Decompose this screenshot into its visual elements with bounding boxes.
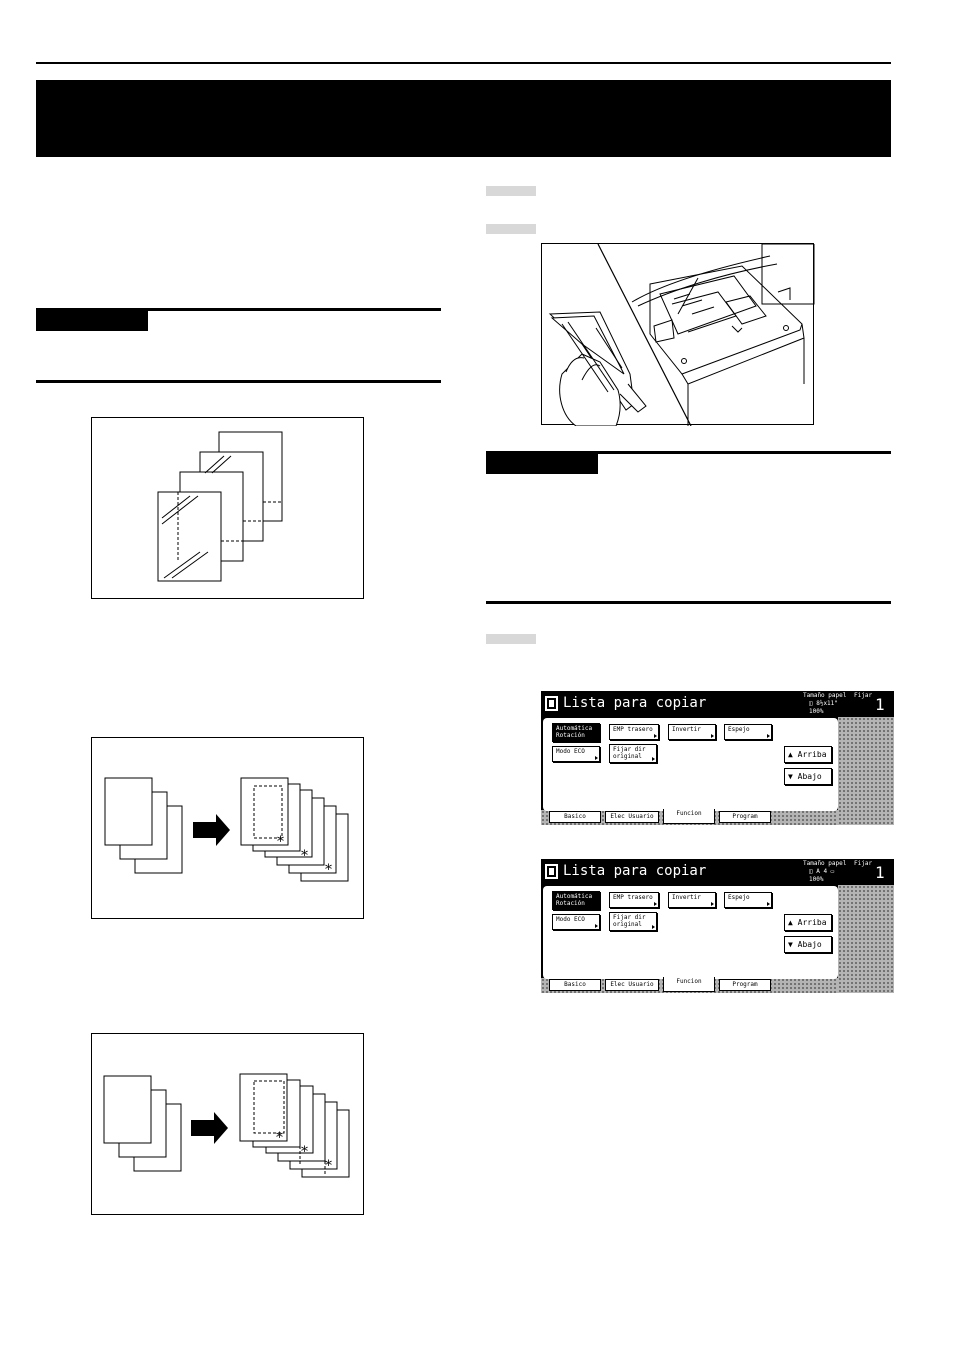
step-marker-1	[486, 186, 536, 196]
rotation-example-2-illustration	[92, 1034, 365, 1216]
back-edge-button[interactable]: EMP trasero	[609, 892, 659, 908]
auto-rotation-button[interactable]: Automática Rotación	[552, 891, 600, 910]
screen-title: Lista para copiar	[563, 863, 707, 879]
section-title-band	[36, 80, 891, 157]
copy-screen-a4	[541, 859, 894, 993]
paper-size-label: Tamaño papel	[803, 860, 847, 867]
eco-mode-button[interactable]: Modo ECO	[552, 746, 600, 762]
back-edge-button[interactable]: EMP trasero	[609, 724, 659, 740]
screen-header	[541, 859, 894, 885]
fix-orientation-button[interactable]: Fijar dir original	[609, 912, 657, 931]
figure-stacked-originals	[91, 417, 364, 599]
document-icon	[545, 696, 558, 711]
dotted-sidebar	[838, 717, 894, 825]
zoom-value: 100%	[809, 708, 824, 715]
copy-count: 1	[875, 863, 885, 882]
invert-button[interactable]: Invertir	[668, 892, 716, 908]
scroll-up-button[interactable]: ▲ Arriba	[784, 746, 832, 763]
fijar-label: Fijar	[854, 860, 873, 867]
screen-header	[541, 691, 894, 717]
stacked-originals-illustration	[92, 418, 365, 600]
auto-rotation-button[interactable]: Automática Rotación	[552, 723, 600, 742]
note-bottom-rule-right	[486, 601, 891, 604]
document-icon	[545, 864, 558, 879]
figure-rotation-example-1	[91, 737, 364, 919]
svg-text:*: *	[325, 862, 332, 878]
tab-funcion[interactable]: Funcion	[663, 977, 715, 992]
tab-funcion[interactable]: Funcion	[663, 809, 715, 824]
arrow-icon	[767, 734, 770, 738]
mirror-button[interactable]: Espejo	[724, 724, 772, 740]
arrow-icon	[767, 902, 770, 906]
arrow-icon	[711, 734, 714, 738]
arrow-icon	[652, 757, 655, 761]
figure-loading-originals	[541, 243, 814, 425]
step-marker-2	[486, 224, 536, 234]
copy-count: 1	[875, 695, 885, 714]
tab-program[interactable]: Program	[719, 811, 771, 823]
arrow-right-icon	[193, 814, 230, 846]
svg-text:*: *	[301, 848, 308, 864]
fijar-label: Fijar	[854, 692, 873, 699]
svg-text:*: *	[301, 1144, 308, 1160]
note-bottom-rule-left	[36, 380, 441, 383]
tab-basico[interactable]: Basico	[549, 811, 601, 823]
fix-orientation-button[interactable]: Fijar dir original	[609, 744, 657, 763]
mirror-button[interactable]: Espejo	[724, 892, 772, 908]
dotted-sidebar	[838, 885, 894, 993]
note-label-right	[486, 454, 598, 474]
arrow-icon	[652, 925, 655, 929]
screen-title: Lista para copiar	[563, 695, 707, 711]
rotation-example-1-illustration	[92, 738, 365, 920]
arrow-icon	[654, 902, 657, 906]
eco-mode-button[interactable]: Modo ECO	[552, 914, 600, 930]
scroll-down-button[interactable]: ▼ Abajo	[784, 768, 832, 785]
arrow-icon	[595, 756, 598, 760]
svg-text:*: *	[325, 1158, 332, 1174]
tab-basico[interactable]: Basico	[549, 979, 601, 991]
loading-originals-illustration	[542, 244, 815, 426]
copy-screen-letter	[541, 691, 894, 825]
paper-size-label: Tamaño papel	[803, 692, 847, 699]
paper-size-value: ◫ 8½x11"	[809, 700, 838, 707]
svg-text:*: *	[276, 1130, 283, 1146]
tab-program[interactable]: Program	[719, 979, 771, 991]
zoom-value: 100%	[809, 876, 824, 883]
arrow-right-icon	[191, 1112, 228, 1144]
tab-elec-usuario[interactable]: Elec Usuario	[605, 811, 659, 823]
scroll-down-button[interactable]: ▼ Abajo	[784, 936, 832, 953]
figure-rotation-example-2	[91, 1033, 364, 1215]
tab-elec-usuario[interactable]: Elec Usuario	[605, 979, 659, 991]
paper-size-value: ◫ A 4 ▭	[809, 868, 835, 875]
arrow-icon	[595, 924, 598, 928]
step-marker-3	[486, 634, 536, 644]
arrow-icon	[654, 734, 657, 738]
invert-button[interactable]: Invertir	[668, 724, 716, 740]
note-label-left	[36, 311, 148, 331]
top-rule	[36, 62, 891, 64]
svg-text:*: *	[277, 834, 284, 850]
scroll-up-button[interactable]: ▲ Arriba	[784, 914, 832, 931]
arrow-icon	[711, 902, 714, 906]
